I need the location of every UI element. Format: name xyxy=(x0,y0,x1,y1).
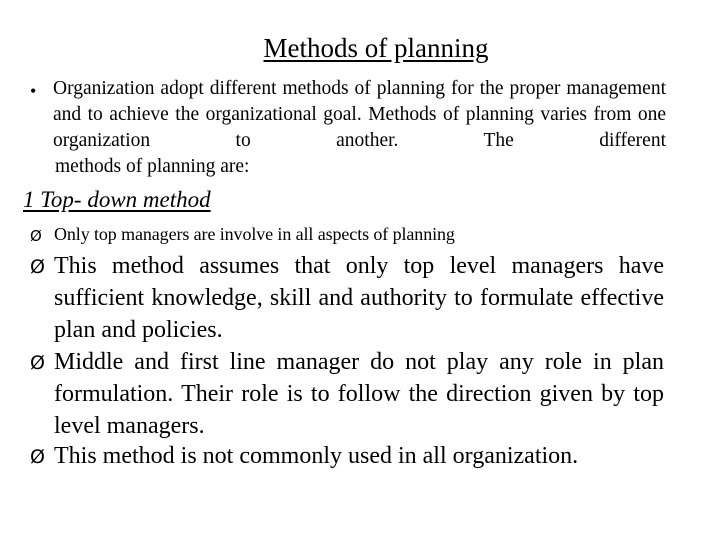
arrow-bullet-icon: Ø xyxy=(30,446,45,468)
point-text: Middle and first line manager do not play any role in plan formulation. Their role is to follow the direction given by top level managers. xyxy=(54,349,664,439)
bullet-icon: • xyxy=(30,81,37,101)
intro-line-3: planning varies from one organization to another. The different xyxy=(53,104,666,151)
intro-line-4: methods of planning are: xyxy=(55,156,250,177)
slide-title: Methods of planning xyxy=(263,33,489,63)
intro-paragraph xyxy=(53,76,666,180)
section-heading: 1 Top- down method xyxy=(23,187,211,212)
point-text: Only top managers are involve in all aspects of planning xyxy=(54,224,455,244)
point-text: This method assumes that only top level managers have sufficient knowledge, skill and authority to formulate effective plan and policies. xyxy=(54,253,664,343)
arrow-bullet-icon: Ø xyxy=(30,352,45,374)
intro-line-2: management and to achieve the organizational goal. Methods of xyxy=(53,78,666,125)
arrow-bullet-icon: Ø xyxy=(30,227,42,245)
arrow-bullet-icon: Ø xyxy=(30,256,45,278)
point-text: This method is not commonly used in all organization. xyxy=(54,443,579,469)
intro-line-1: Organization adopt different methods of planning for the proper xyxy=(53,78,561,99)
